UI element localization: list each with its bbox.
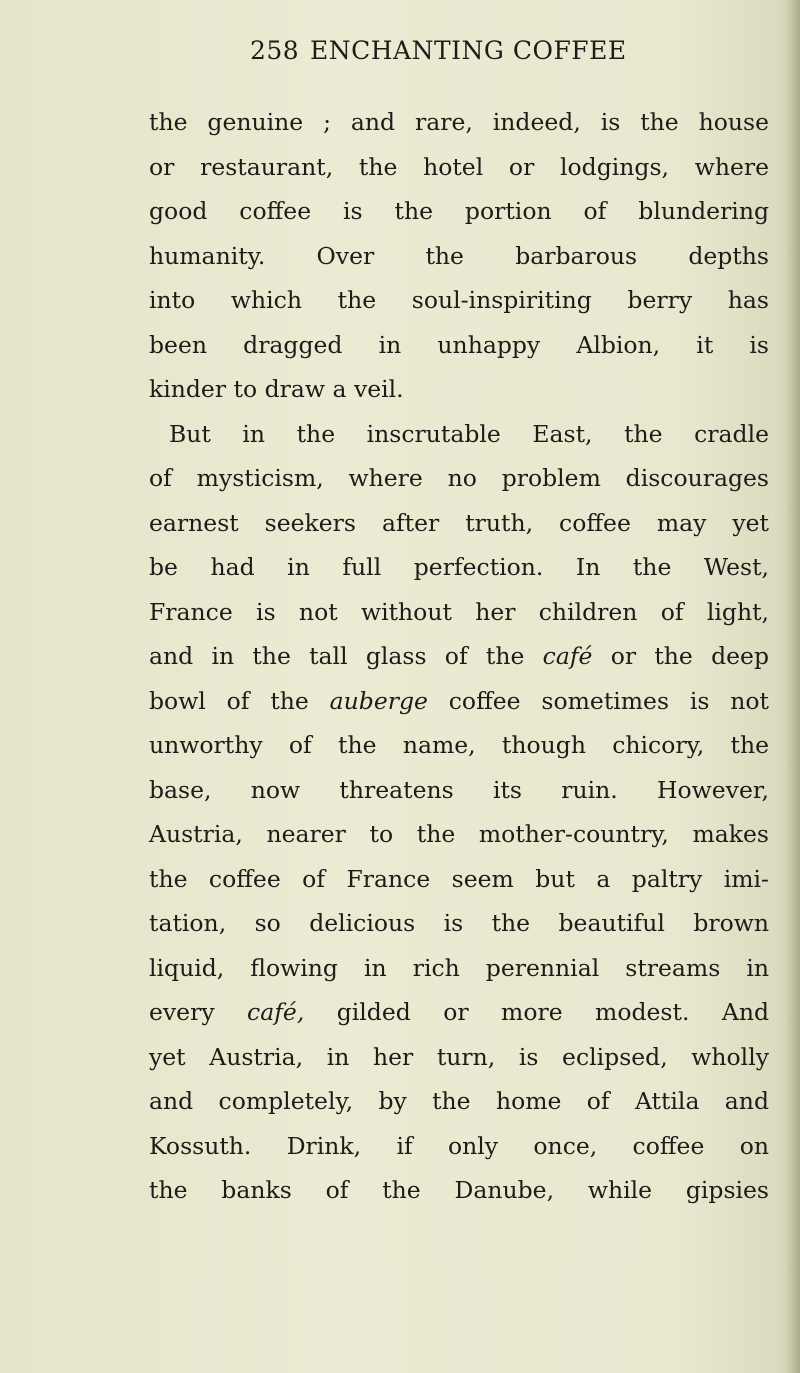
- text-line: base, now threatens its ruin. However,: [149, 775, 769, 804]
- text-line: earnest seekers after truth, coffee may yet: [149, 508, 769, 537]
- text-line: yet Austria, in her turn, is eclipsed, wholly: [149, 1042, 769, 1071]
- text-line: Austria, nearer to the mother-country, makes: [149, 820, 769, 848]
- text-line: unworthy of the name, though chicory, the: [149, 731, 769, 759]
- text-line: or restaurant, the hotel or lodgings, where: [149, 152, 769, 181]
- text-line: liquid, flowing in rich perennial streams in: [149, 953, 769, 982]
- text-line: humanity. Over the barbarous depths: [149, 241, 769, 270]
- text-line: of mysticism, where no problem discourages: [149, 464, 769, 492]
- text-run: or the deep: [592, 642, 770, 670]
- text-line: France is not without her children of light,: [149, 597, 769, 626]
- page-number: 258: [250, 36, 300, 65]
- text-line: Kossuth. Drink, if only once, coffee on: [149, 1131, 769, 1160]
- text-line: tation, so delicious is the beautiful brown: [149, 909, 769, 937]
- text-line: good coffee is the portion of blundering: [149, 197, 769, 225]
- text-line: kinder to draw a veil.: [149, 375, 404, 403]
- text-line: But in the inscrutable East, the cradle: [169, 419, 769, 448]
- body-text: [149, 100, 769, 1213]
- text-line: the banks of the Danube, while gipsies: [149, 1176, 769, 1204]
- text-line: [149, 990, 769, 1035]
- text-line: into which the soul-inspiriting berry has: [149, 286, 769, 314]
- text-line: and completely, by the home of Attila and: [149, 1087, 769, 1115]
- text-line: the coffee of France seem but a paltry imi-: [149, 864, 769, 893]
- running-title: ENCHANTING COFFEE: [310, 36, 627, 65]
- text-line: been dragged in unhappy Albion, it is: [149, 330, 769, 359]
- text-run: gilded or more modest. And: [304, 998, 769, 1026]
- running-head: [250, 30, 650, 70]
- italic-word: café: [542, 642, 593, 670]
- text-run: bowl of the: [149, 686, 330, 715]
- italic-word: auberge: [329, 686, 428, 715]
- text-run: and in the tall glass of the: [149, 642, 543, 670]
- text-run: coffee sometimes is not: [427, 686, 769, 715]
- text-line: be had in full perfection. In the West,: [149, 553, 769, 581]
- text-run: every: [149, 998, 248, 1026]
- text-line: the genuine ; and rare, indeed, is the house: [149, 108, 769, 136]
- text-line: [149, 634, 769, 679]
- page-edge-shadow: [786, 0, 800, 1373]
- text-line: [149, 679, 769, 724]
- italic-word: café,: [247, 998, 305, 1026]
